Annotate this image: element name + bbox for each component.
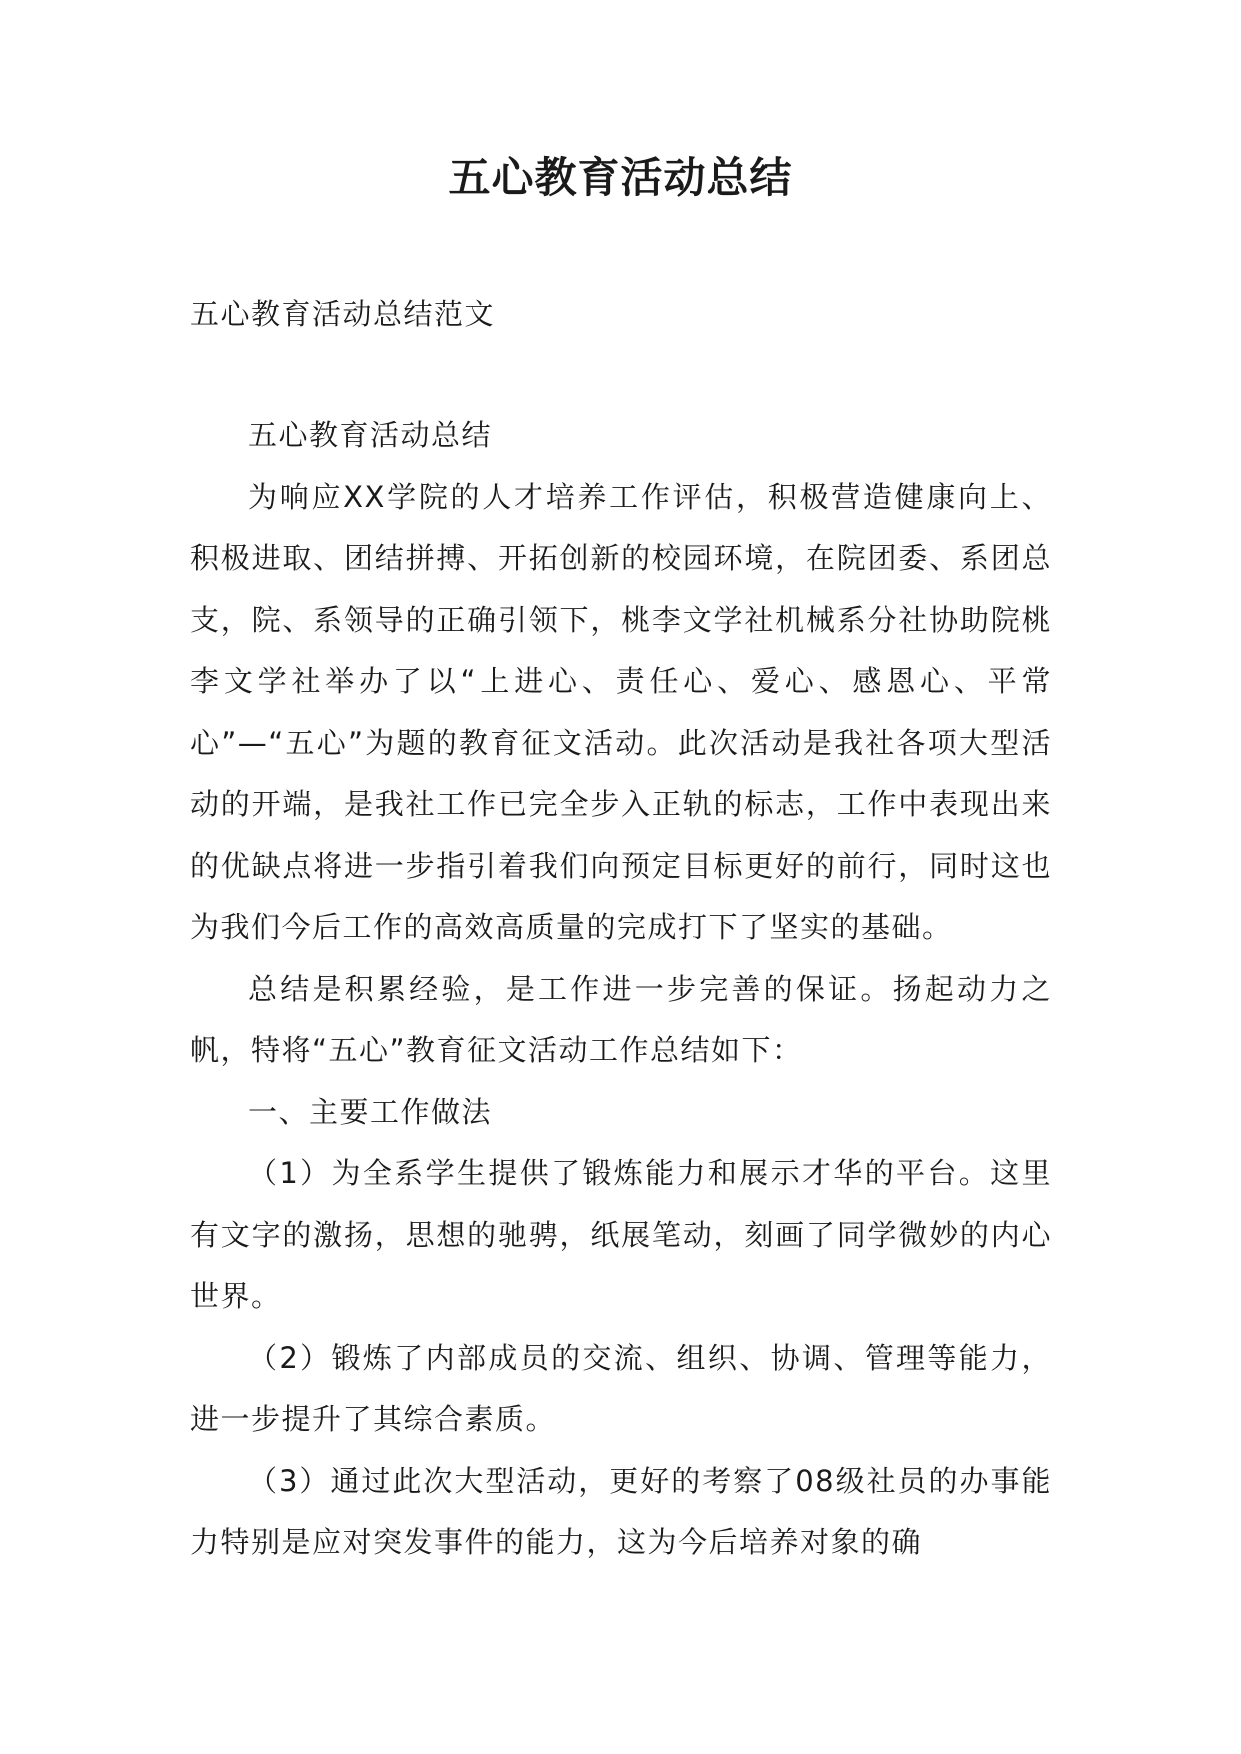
document-body bbox=[190, 405, 1052, 1574]
paragraph-item-1: （1）为全系学生提供了锻炼能力和展示才华的平台。这里有文字的激扬，思想的驰骋，纸展笔动，刻画了同学微妙的内心世界。 bbox=[190, 1156, 1052, 1313]
section-heading-main-work: 一、主要工作做法 bbox=[248, 1094, 493, 1129]
document-subtitle: 五心教育活动总结范文 bbox=[190, 297, 496, 331]
document-title: 五心教育活动总结 bbox=[448, 153, 793, 202]
paragraph-item-3: （3）通过此次大型活动，更好的考察了08级社员的办事能力特别是应对突发事件的能力，这为今后培养对象的确 bbox=[190, 1463, 1052, 1559]
paragraph-item-2: （2）锻炼了内部成员的交流、组织、协调、管理等能力，进一步提升了其综合素质。 bbox=[190, 1340, 1052, 1436]
paragraph-intro: 为响应XX学院的人才培养工作评估，积极营造健康向上、积极进取、团结拼搏、开拓创新的校园环境，在院团委、系团总支，院、系领导的正确引领下，桃李文学社机械系分社协助院桃李文学社举办了以“上进心、责任心、爱心、感恩心、平常心”—“五心”为题的教育征文活动。此次活动是我社各项大型活动的开端，是我社工作已完全步入正轨的标志，工作中表现出来的优缺点将进一步指引着我们向预定目标更好的前行，同时这也为我们今后工作的高效高质量的完成打下了坚实的基础。 bbox=[190, 479, 1052, 944]
paragraph-summary: 总结是积累经验，是工作进一步完善的保证。扬起动力之帆，特将“五心”教育征文活动工作总结如下： bbox=[190, 971, 1052, 1067]
section-heading: 五心教育活动总结 bbox=[248, 418, 493, 452]
